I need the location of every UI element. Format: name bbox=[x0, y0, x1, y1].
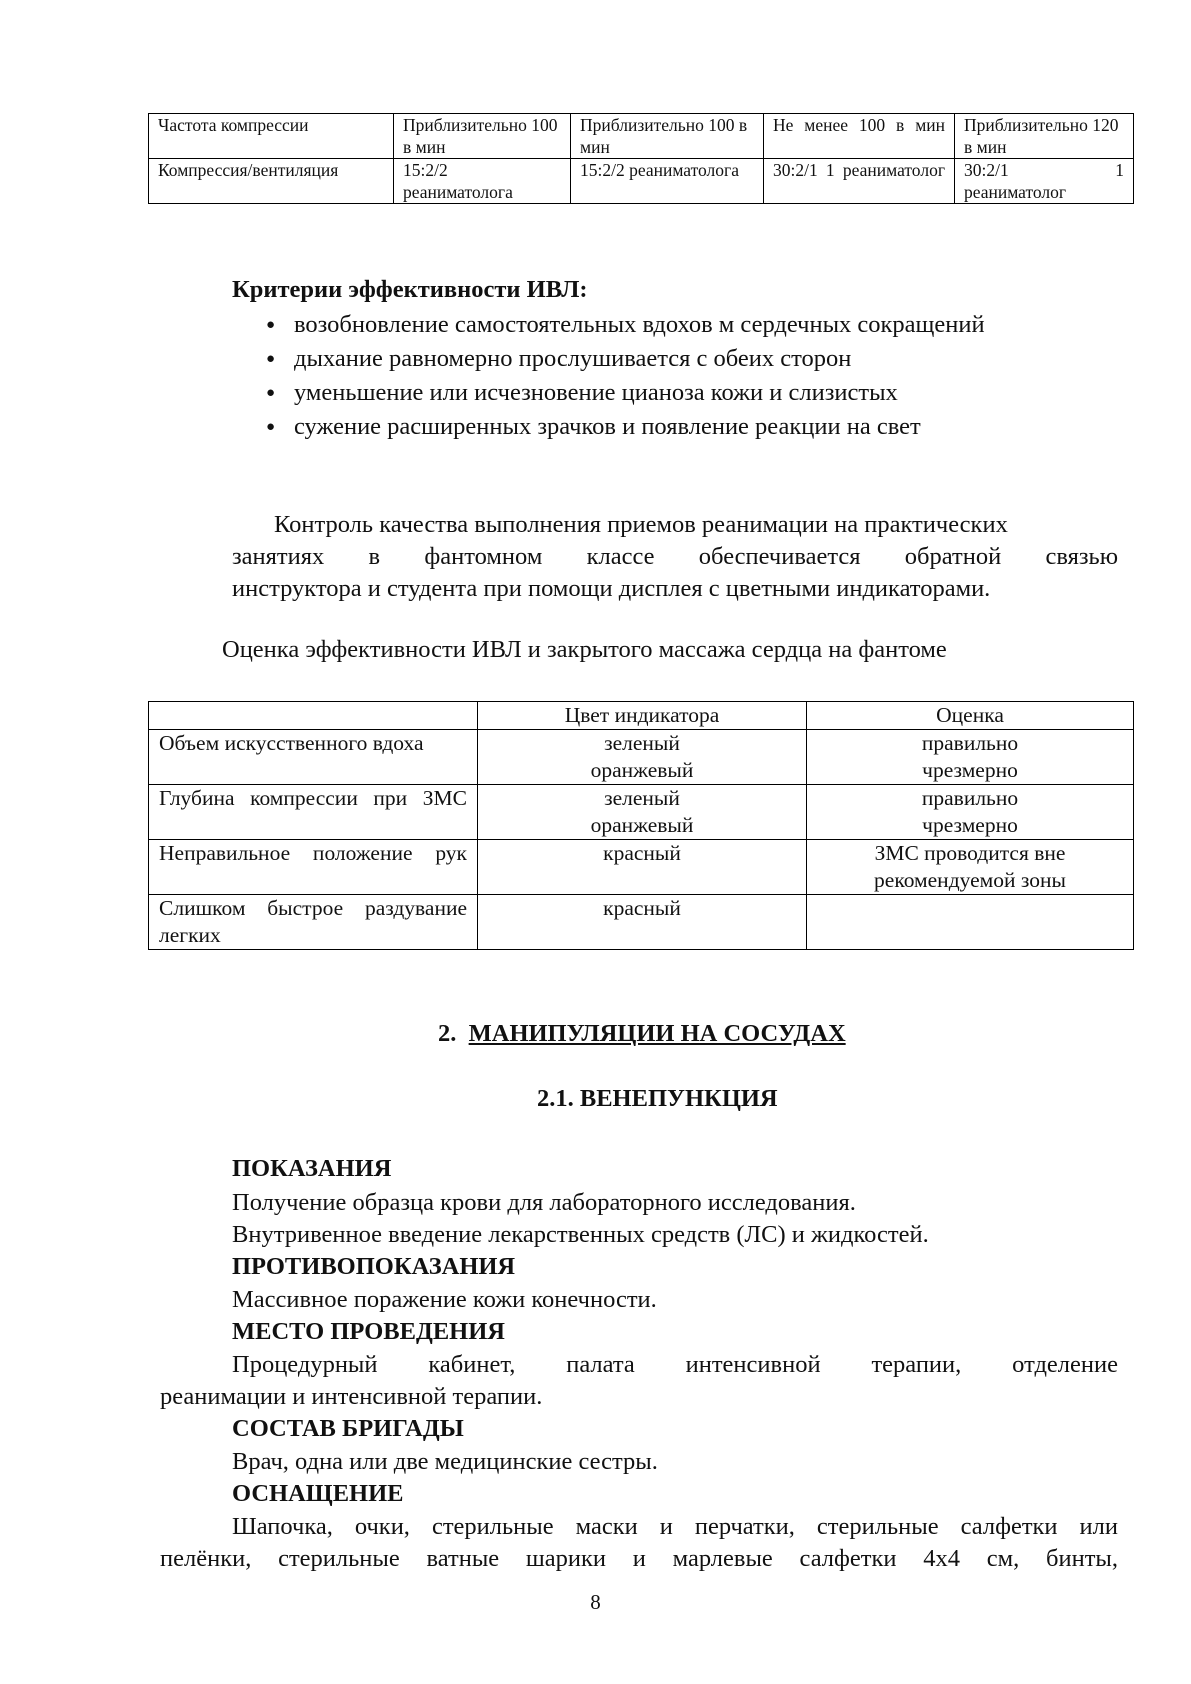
location-line: реанимации и интенсивной терапии. bbox=[160, 1383, 543, 1410]
equipment-heading: ОСНАЩЕНИЕ bbox=[232, 1480, 404, 1507]
table-row bbox=[149, 895, 1134, 950]
table-row bbox=[149, 730, 1134, 785]
table-cell: Неправильное положение рук bbox=[149, 840, 478, 895]
table-cell: 30:2/1 1 реаниматолог bbox=[764, 159, 955, 204]
paragraph-line: занятиях в фантомном классе обеспечивается обратной связью bbox=[232, 543, 1118, 570]
table-cell: красный bbox=[478, 895, 807, 950]
column-header bbox=[149, 702, 478, 730]
table-cell: ЗМС проводится вне рекомендуемой зоны bbox=[807, 840, 1134, 895]
location-heading: МЕСТО ПРОВЕДЕНИЯ bbox=[232, 1318, 505, 1345]
indicator-table bbox=[148, 701, 1134, 950]
contraindications-heading: ПРОТИВОПОКАЗАНИЯ bbox=[232, 1253, 516, 1280]
table-cell: 30:2/1 1 реаниматолог bbox=[955, 159, 1134, 204]
table-row bbox=[149, 114, 1134, 159]
table-cell bbox=[807, 895, 1134, 950]
section-title: МАНИПУЛЯЦИИ НА СОСУДАХ bbox=[468, 1020, 846, 1047]
indications-heading: ПОКАЗАНИЯ bbox=[232, 1155, 392, 1182]
table-row bbox=[149, 785, 1134, 840]
section-number: 2. bbox=[438, 1020, 457, 1047]
list-item: ● уменьшение или исчезновение цианоза кожи и слизистых bbox=[266, 376, 985, 410]
table-cell: Частота компрессии bbox=[149, 114, 394, 159]
column-header: Оценка bbox=[807, 702, 1134, 730]
section-heading bbox=[438, 1020, 846, 1048]
equipment-line: пелёнки, стерильные ватные шарики и марлевые салфетки 4х4 см, бинты, bbox=[160, 1545, 1118, 1572]
table-row bbox=[149, 159, 1134, 204]
criteria-title: Критерии эффективности ИВЛ: bbox=[232, 276, 588, 303]
indications-line: Внутривенное введение лекарственных средств (ЛС) и жидкостей. bbox=[232, 1221, 929, 1248]
team-line: Врач, одна или две медицинские сестры. bbox=[232, 1448, 658, 1475]
contraindications-line: Массивное поражение кожи конечности. bbox=[232, 1286, 657, 1313]
table-cell: 15:2/2 реаниматолога bbox=[394, 159, 571, 204]
list-item: ● возобновление самостоятельных вдохов м сердечных сокращений bbox=[266, 308, 985, 342]
table-cell: Приблизительно 120 в мин bbox=[955, 114, 1134, 159]
table-cell: правильно чрезмерно bbox=[807, 785, 1134, 840]
table-header-row bbox=[149, 702, 1134, 730]
table-cell: красный bbox=[478, 840, 807, 895]
table-cell: Не менее 100 в мин bbox=[764, 114, 955, 159]
location-line: Процедурный кабинет, палата интенсивной терапии, отделение bbox=[232, 1351, 1118, 1378]
subsection-heading: 2.1. ВЕНЕПУНКЦИЯ bbox=[537, 1085, 778, 1112]
list-item: ● дыхание равномерно прослушивается с обеих сторон bbox=[266, 342, 985, 376]
table-cell: зеленый оранжевый bbox=[478, 785, 807, 840]
table-cell: Приблизительно 100 в мин bbox=[394, 114, 571, 159]
table-cell: 15:2/2 реаниматолога bbox=[571, 159, 764, 204]
table-cell: Глубина компрессии при ЗМС bbox=[149, 785, 478, 840]
table-cell: Приблизительно 100 в мин bbox=[571, 114, 764, 159]
control-paragraph bbox=[232, 509, 1118, 605]
table-cell: Компрессия/вентиляция bbox=[149, 159, 394, 204]
compression-table bbox=[148, 113, 1134, 204]
team-heading: СОСТАВ БРИГАДЫ bbox=[232, 1415, 464, 1442]
page-number: 8 bbox=[590, 1590, 601, 1614]
table-row bbox=[149, 840, 1134, 895]
table-caption: Оценка эффективности ИВЛ и закрытого массажа сердца на фантоме bbox=[222, 636, 947, 663]
paragraph-line: Контроль качества выполнения приемов реанимации на практических bbox=[274, 511, 1008, 538]
column-header: Цвет индикатора bbox=[478, 702, 807, 730]
table-cell: Слишком быстрое раздувание легких bbox=[149, 895, 478, 950]
paragraph-line: инструктора и студента при помощи дисплея с цветными индикаторами. bbox=[232, 575, 991, 602]
table-cell: зеленый оранжевый bbox=[478, 730, 807, 785]
equipment-line: Шапочка, очки, стерильные маски и перчатки, стерильные салфетки или bbox=[232, 1513, 1118, 1540]
list-item: ● сужение расширенных зрачков и появление реакции на свет bbox=[266, 410, 985, 444]
table-cell: Объем искусственного вдоха bbox=[149, 730, 478, 785]
criteria-list bbox=[266, 308, 985, 444]
table-cell: правильно чрезмерно bbox=[807, 730, 1134, 785]
indications-line: Получение образца крови для лабораторного исследования. bbox=[232, 1189, 856, 1216]
